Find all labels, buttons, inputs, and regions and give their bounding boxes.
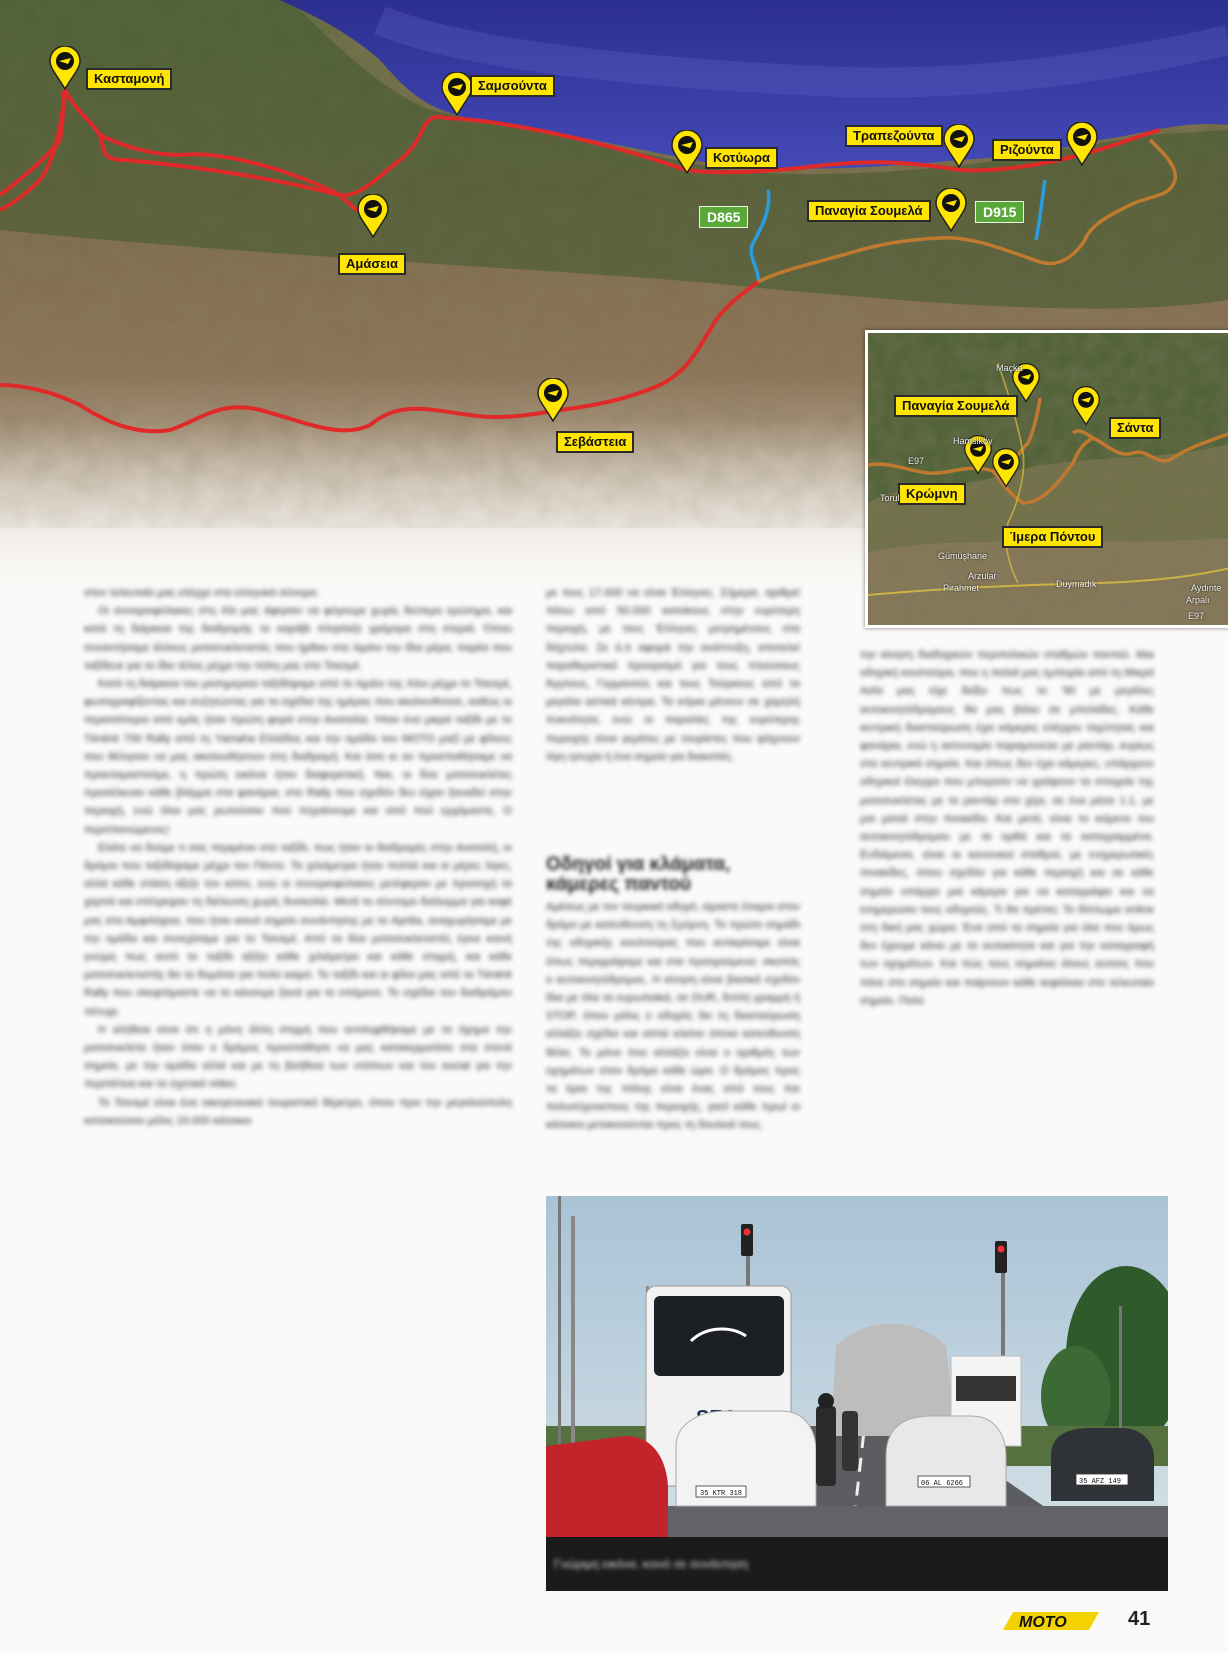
paragraph: Το Τσεσμέ είναι ένα οικογενειακό τουριστικό θέρετρο, όπου πριν την μεγαλούπολη κατοικούσαν μόλις 19.000 κάτοικοι [84,1096,512,1127]
place-name: E97 [1188,611,1205,621]
paragraph: στον τελευταίο μας ελέγχο στα ελληνικά σύνορα. [84,587,320,599]
traffic-photo-graphic [546,1196,1168,1591]
logo-text: MOTO [1019,1614,1067,1631]
paragraph: Αμέσως με τον τουρκικό οδηγό, είμαστε έτοιμοι στον δρόμο με κατεύθυνση τη Σμύρνη. Το πρώτο σημάδι της οδηγικής κουλτούρας που αντικρίσαμε είναι όπως περιγράψαμε και στα προηγούμενα: σκοπός ο αυτοκινητόδρομος. Η κίνηση είναι βασικά σχεδόν ίδια με όλα τα ευρωπαϊκά, σε DUR, διπλή γραμμή ή STOP, όπου μόλις ο οδηγός δει τη διασταύρωση αλλάζει σχέδιο και απλά κλείνει όποια κατεύθυνση θέλει. Το μόνο που αλλάζει είναι ο αριθμός των οχημάτων στον δρόμο κάθε ώρα. Ο δρόμος προς τα όρια της πόλης είναι ένας από τους πιο πολυσύχναστους της περιοχής, γιατί κάθε πρωί οι κάτοικοι μετακινούνται προς τη δουλειά τους. [546,901,800,1132]
place-name: Aydınte [1191,583,1222,593]
paragraph: Ελάτε να δούμε τι σας περιμένει στο ταξίδι, πως ήταν οι διαδρομές στην Ανατολή, οι δρόμοι που ταξιδέψαμε μέχρι τον Πόντο. Τα χιλιόμετρα ήταν πολλά και οι μέρες λίγες, αλλά κάθε στάση άξιζε τον κόπο, ενώ οι συνοριοφύλακες μετέφεραν με προσοχή τα χαρτιά και επέτρεψαν τη διέλευση χωρίς δυσκολία. Μετά το σύντομο διάλειμμα για καφέ μας στα Αμφιλόχεια, που ήταν κοινό σημείο συνάντησης με τα Aprilia, αναχωρήσαμε με την ομάδα και συνεχίσαμε για το Τσεσμέ. Από τα δύο μοτοσυκλετιστές έγινε κοινή γνώμη πως αυτό το ταξίδι αξίζει κάθε χιλιόμετρο και κάθε στιγμή, και κάθε μοτοσυκλετιστής θα το θυμάται για πολύ καιρό. Το ταξίδι και οι φίλοι μας από το Ténéré Rally που σκεφτόμαστε να το κάνουμε ξανά για το επόμενο. Το σχέδιο του διαδρόμου πέτυχε. [84,841,512,1018]
city-label: Τραπεζούντα [845,125,943,147]
city-label: Κοτύωρα [705,147,778,169]
license-plate: 35 AFZ 149 [1079,1478,1122,1486]
location-pin-icon [440,72,474,116]
article-column-3 [860,646,1154,1181]
city-label: Ριζούντα [992,139,1062,161]
location-pin-icon [356,194,390,238]
location-pin-icon [1065,122,1099,166]
location-pin-icon [670,130,704,174]
place-name: Pirahmet [943,583,980,593]
article-column-2-bottom [546,898,800,1181]
inset-map [865,330,1228,628]
place-name: Torul [880,493,900,503]
moto-logo [1003,1609,1099,1633]
place-name: Duymadık [1056,579,1097,589]
license-plate: 06 AL 6266 [921,1480,964,1488]
moto-logo-graphic [1003,1609,1099,1633]
place-name: Arzular [968,571,997,581]
page-number: 41 [1128,1608,1151,1630]
city-label: Σαμσούντα [470,75,555,97]
inset-label: Κρώμνη [898,483,966,505]
location-pin-icon [934,188,968,232]
article-column-2-top [546,584,800,854]
paragraph: Κατά τη διάρκεια του μεσημεριού ταξιδέψαμε από το λιμάνι της Χίου μέχρι το Τσεσμέ, φωτογραφίζοντας και συζητώντας για τα σχέδια της ημέρας που ακολουθούσε, καθώς οι περισσότεροι από εμάς ήταν πρώτη φορά στην Ανατολία. Ήταν ένα μικρό ταξίδι με το Ténéré 700 Rally από τη Yamaha Ελλάδος και την ομάδα του ΜΟΤΟ μαζί με φίλους που θέλησαν να μας ακολουθήσουν στη διαδρομή. Και όσο κι αν προσπαθήσαμε να προετοιμαστούμε, η πρώτη εικόνα ήταν διαφορετική. Ναι, οι δύο μοτοσυκλέτες προσέλκυαν κάθε βλέμμα στα φανάρια, στο Rally που σχεδόν δεν είχαν ξαναδεί στην περιοχή, ενώ όλοι μας ρωτούσαν πού πηγαίνουμε και από πού ερχόμαστε, Ο περιπλανώμενος! [84,678,512,836]
location-pin-icon [48,46,82,90]
road-badge: D915 [975,201,1024,223]
inset-label: Σάντα [1109,417,1161,439]
location-pin-icon [536,378,570,422]
paragraph: με τους 17.000 να είναι Έλληνες. Σήμερα, αριθμεί πάνω από 50.000 κατοίκους στην ευρύτερη περιοχή, με τους Έλληνες μετρημένους στα δάχτυλα. Σε ό,τι αφορά την ανάπτυξη, αποτελεί παραθεριστικό προορισμό για τους πλούσιους Άγγλους, Γερμανούς και τους Τούρκους από τα μεγάλα αστικά κέντρα. Τα κτίρια μένουν σε χαμηλή πυκνότητα, ενώ οι παραλίες της ευρύτερης περιοχής είναι γεμάτες με τουρίστες που ψάχνουν λίγη ησυχία ή ένα σημείο για διακοπές. [546,587,800,763]
license-plate: 35 KTR 318 [700,1490,743,1498]
photo-caption [546,1537,1168,1591]
paragraph: Η αλήθεια είναι ότι η μόνη άλλη στιγμή που αντιληφθήκαμε με τα όχημα την μοτοσυκλέτα ήταν όταν ο δρόμος προσπάθησε να μας κατακερματίσει στα στενά σημεία, με την ομάδα αλλά και με τη βοήθεια των ντόπιων και του social για την περιπέτεια και τα σχετικά video. [84,1023,512,1091]
city-label: Αμάσεια [338,253,406,275]
inset-map-graphic [868,333,1228,625]
location-pin-icon [942,124,976,168]
inset-label: Παναγία Σουμελά [894,395,1018,417]
place-name: Arpalı [1186,595,1210,605]
city-label: Σεβάστεια [556,431,634,453]
city-label: Παναγία Σουμελά [807,200,931,222]
paragraph: Οι συνοριοφύλακες στη Χίο μας άφησαν να φύγουμε χωρίς δεύτερο ερώτημα, και κατά τη διάρκεια της διαδρομής το καράβι πλησίαζε γρήγορα στη στεριά. Όπου συναντήσαμε άλλους μοτοσυκλετιστές που ήρθαν στο λιμάνι την ίδια μέρα, παρέα που ταξίδευε για το ίδιο τέλος μέχρι την πόλη μας στο Τσεσμέ. [84,605,512,672]
place-name: Gümüşhane [938,551,988,561]
location-pin-icon [1071,386,1101,426]
location-pin-icon [991,448,1021,488]
place-name: Maçka [996,363,1023,373]
caption-text: Γνώριμη εικόνα, κοινό σε συνάντηση [554,1557,749,1571]
section-heading: Οδηγοί για κλάματα, κάμερες παντού [546,854,731,895]
place-name: E97 [908,456,925,466]
inset-label: Ίμερα Πόντου [1002,526,1103,548]
city-label: Κασταμονή [86,68,172,90]
road-badge: D865 [699,206,748,228]
traffic-photo [546,1196,1168,1591]
place-name: Hamsiköy [953,436,993,446]
article-column-1 [84,584,512,1584]
paragraph: την κίνηση διαδοχικών περιπολικών σταθμών παντού. Μια οδηγική κουλτούρα, που η παλιά μας εμπειρία από τη Μικρά Ασία μας είχε δείξει πως το '90 με μεγάλες αυτοκινητόδρομους θα μας βάλει σε μπελάδες. Κάθε κεντρική διασταύρωση έχει κάμερες ελέγχου ταχύτητας και φανάρια, ενώ η αστυνομία παραμονεύει με ραντάρ, κυρίως στα κεντρικά σημεία. Και όπως δεν έχει κάμερες, υπάρχουν οδηγικοί έλεγχοι που μπορούν να γράψουν τα στοιχεία της μοτοσυκλέτας με το ραντάρ στο χέρι, σε ένα μέσο 1:1, με μια ματιά στην πινακίδα. Και μετά, είναι το κείμενο του αυτοκινητόδρομου με τα ορθά και τα καταγραμμένα. Ενδιάμεσα, είναι οι κανονικοί σταθμοί, με ενημερωτικές πινακίδες, όπου σχεδόν για κάθε περιοχή και σε κάθε σημείο υπάρχει μια κάμερα για να καταγράψει και να ενημερώσει τους οδηγούς. Τι θα πρέπει; Το δίπλωμα online στη δική μας χώρα; Ένα από τα σημεία για όλα που όμως δεν έχουμε κάνει με τα αυτοκίνητα και για την καταγραφή των οχημάτων. Και πώς τους σημαίνει όλους αυτούς που πάνε στο σημείο και παίρνουν κάθε κεφάλαιο στο τελευταίο σημείο. Πολύ [860,649,1154,1007]
